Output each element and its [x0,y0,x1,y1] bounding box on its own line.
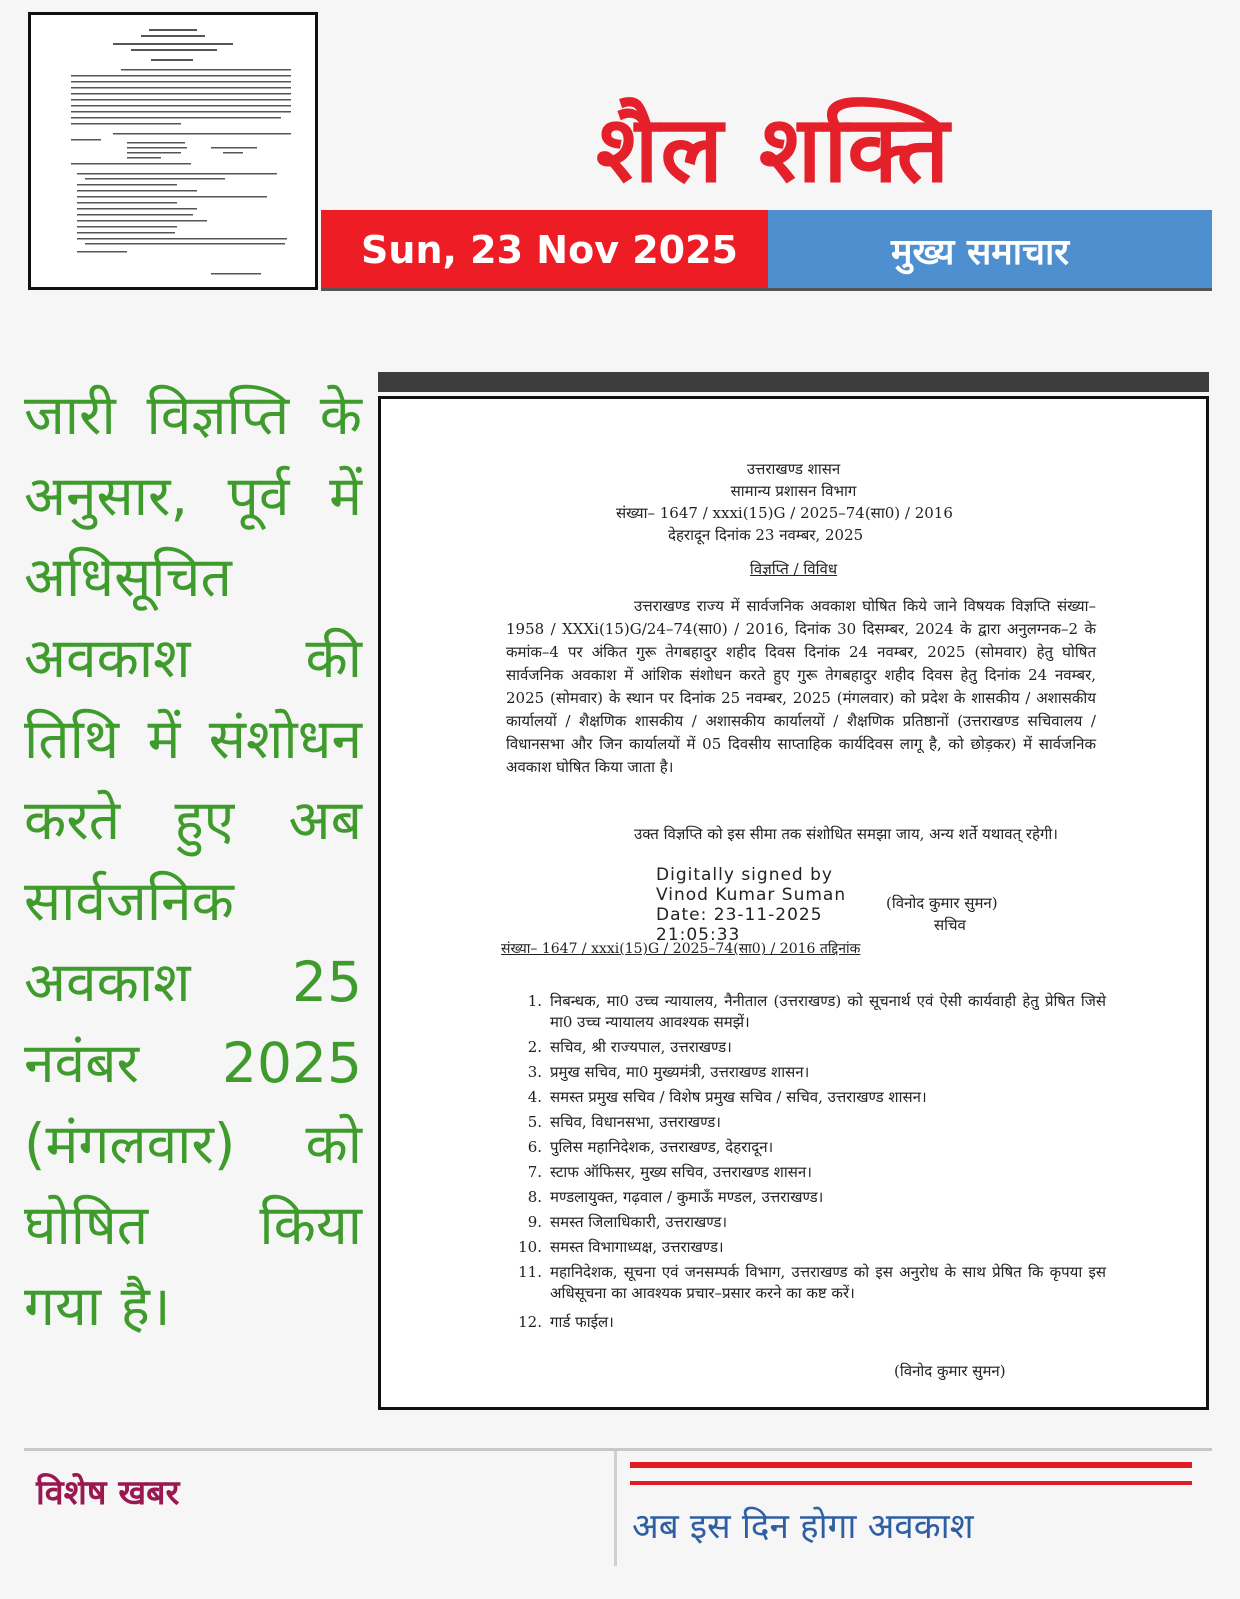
notice-date: देहरादून दिनांक 23 नवम्बर, 2025 [668,526,864,544]
notice-thumbnail-lines [31,15,315,287]
notice-document [378,396,1209,1410]
notice-number: संख्या– 1647 / xxxi(15)G / 2025–74(सा0) / 2016 [616,504,953,522]
signature-line-1: Digitally signed by [656,865,833,885]
signatory-name-bottom: (विनोद कुमार सुमन) [894,1362,1006,1380]
signatory-name: (विनोद कुमार सुमन) [886,894,998,912]
lede-text: जारी विज्ञप्ति के अनुसार, पूर्व में अधिसूचित अवकाश की तिथि में संशोधन करते हुए अब सार्वजनिक अवकाश 25 नवंबर 2025 (मंगलवार) को घोषित किया गया है। [24,383,362,1338]
list-item: 11. महानिदेशक, सूचना एवं जनसम्पर्क विभाग, उत्तराखण्ड को इस अनुरोध के साथ प्रेषित कि कृपया इस अधिसूचना का आवश्यक प्रचार–प्रसार करने का कष्ट करें। [518,1263,1106,1302]
list-item: 3. प्रमुख सचिव, मा0 मुख्यमंत्री, उत्तराखण्ड शासन। [527,1063,810,1081]
date-label: Sun, 23 Nov 2025 [361,228,738,272]
notice-government: उत्तराखण्ड शासन [746,460,841,478]
brand-logo: शैल शक्ति [596,96,952,203]
list-item: 2. सचिव, श्री राज्यपाल, उत्तराखण्ड। [527,1038,732,1056]
notice-paragraph-1: उत्तराखण्ड राज्य में सार्वजनिक अवकाश घोषित किये जाने विषयक विज्ञप्ति संख्या–1958 / XXXi(15)G/24–74(सा0) / 2016, दिनांक 30 दिसम्बर, 2024 के द्वारा अनुलग्नक–2 के कमांक–4 पर अंकित गुरू तेगबहादुर शहीद दिवस दिनांक 24 नवम्बर, 2025 (सोमवार) हेतु घोषित सार्वजनिक अवकाश में आंशिक संशोधन करते हुए गुरू तेगबहादुर शहीद दिवस हेतु दिनांक 24 नवम्बर, 2025 (सोमवार) के स्थान पर दिनांक 25 नवम्बर, 2025 (मंगलवार) को प्रदेश के शासकीय / अशासकीय कार्यालयों / शैक्षणिक शासकीय / अशासकीय कार्यालयों / शैक्षणिक प्रतिष्ठानों (उत्तराखण्ड सचिवालय / विधानसभा और जिन कार्यालयों में 05 दिवसीय साप्ताहिक कार्यदिवस लागू है, को छोड़कर) में सार्वजनिक अवकाश घोषित किया जाता है। [506,597,1096,776]
list-item: 12. गार्ड फाईल। [518,1313,614,1331]
signature-line-4: 21:05:33 [656,925,741,945]
masthead-divider [321,288,1212,291]
list-item: 4. समस्त प्रमुख सचिव / विशेष प्रमुख सचिव / सचिव, उत्तराखण्ड शासन। [527,1088,927,1106]
copy-reference-number: संख्या– 1647 / xxxi(15)G / 2025–74(सा0) / 2016 तद्दिनांक [501,941,861,957]
list-item: 9. समस्त जिलाधिकारी, उत्तराखण्ड। [527,1213,728,1231]
list-item: 6. पुलिस महानिदेशक, उत्तराखण्ड, देहरादून। [527,1138,774,1156]
copy-distribution-list [506,991,1106,1337]
footer-headline: अब इस दिन होगा अवकाश [632,1507,974,1547]
signature-line-2: Vinod Kumar Suman [656,885,847,905]
category-banner [768,210,1212,290]
category-label: मुख्य समाचार [890,231,1070,273]
notice-paragraph-2: उक्त विज्ञप्ति को इस सीमा तक संशोधित समझा जाय, अन्य शर्ते यथावत् रहेगी। [634,825,1058,843]
date-banner [321,210,768,290]
red-rule-bottom [630,1481,1192,1485]
red-rule-top [630,1462,1192,1468]
footer-vertical-divider [614,1451,617,1566]
digital-signature [656,865,846,945]
list-item: 8. मण्डलायुक्त, गढ़वाल / कुमाऊँ मण्डल, उत्तराखण्ड। [527,1188,824,1206]
footer-divider [24,1448,1212,1451]
notice-subject: विज्ञप्ति / विविध [749,560,838,578]
notice-department: सामान्य प्रशासन विभाग [730,482,857,500]
list-item: 7. स्टाफ ऑफिसर, मुख्य सचिव, उत्तराखण्ड शासन। [527,1163,812,1181]
signatory-designation: सचिव [934,916,966,934]
list-item: 1. निबन्धक, मा0 उच्च न्यायालय, नैनीताल (उत्तराखण्ड) को सूचनार्थ एवं ऐसी कार्यवाही हेतु प्रेषित जिसे मा0 उच्च न्यायालय आवश्यक समझें। [527,992,1106,1031]
list-item: 10. समस्त विभागाध्यक्ष, उत्तराखण्ड। [518,1238,724,1256]
signature-line-3: Date: 23-11-2025 [656,905,823,925]
notice-thumbnail [28,12,318,290]
document-top-bar [378,372,1209,392]
special-news-label: विशेष खबर [36,1473,180,1513]
list-item: 5. सचिव, विधानसभा, उत्तराखण्ड। [527,1113,721,1131]
